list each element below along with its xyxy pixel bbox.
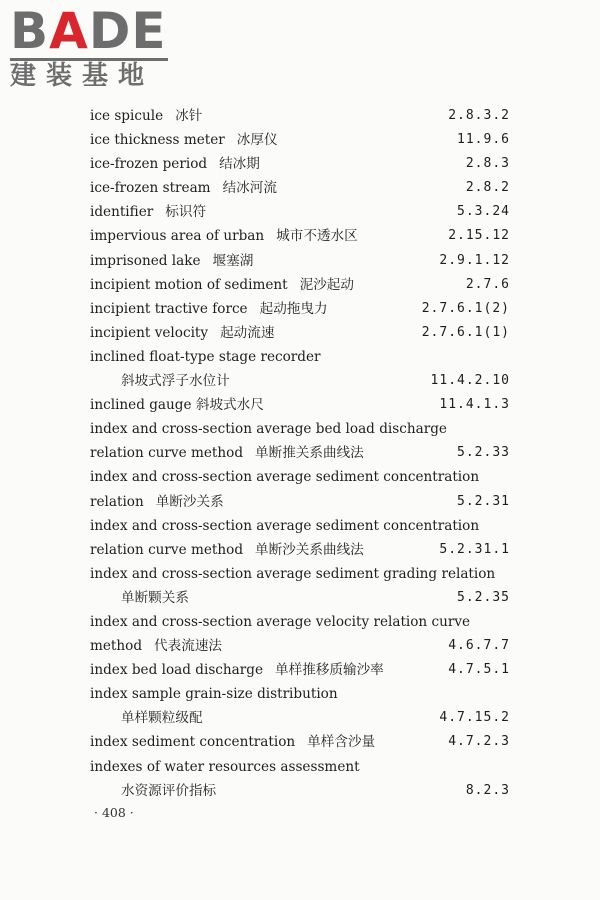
section-reference: 2.7.6.1(1) — [421, 324, 510, 340]
term-pair — [90, 441, 364, 465]
term-pair — [90, 128, 278, 152]
glossary-line — [0, 417, 600, 441]
term-pair — [90, 490, 224, 514]
glossary-line — [0, 128, 600, 152]
term-chinese: 结冰期 — [219, 156, 260, 173]
term-chinese: 标识符 — [165, 204, 207, 221]
page-number: · 408 · — [94, 805, 134, 820]
section-reference: 5.2.31 — [457, 493, 510, 509]
term-chinese: 单断沙关系 — [155, 493, 224, 510]
term-chinese: 城市不透水区 — [276, 228, 358, 245]
term-pair — [90, 224, 358, 248]
term-pair — [90, 152, 260, 176]
term-english: ice-frozen stream — [90, 180, 211, 197]
term-english: relation — [90, 493, 144, 510]
glossary-line — [0, 273, 600, 297]
term-english: index and cross-section average sediment grading relation — [90, 565, 496, 582]
glossary-line — [0, 297, 600, 321]
glossary-line — [0, 586, 600, 610]
term-english: imprisoned lake — [90, 252, 201, 269]
term-pair — [90, 104, 202, 128]
term-english: inclined gauge 斜坡式水尺 — [90, 397, 264, 414]
glossary-line — [0, 706, 600, 730]
term-english: relation curve method — [90, 541, 244, 558]
section-reference: 11.4.2.10 — [430, 373, 510, 389]
term-english: incipient motion of sediment — [90, 276, 288, 293]
section-reference: 2.7.6.1(2) — [421, 300, 510, 316]
section-reference: 5.3.24 — [457, 204, 510, 220]
glossary-line — [0, 465, 600, 489]
term-pair — [90, 321, 274, 345]
term-pair — [90, 249, 253, 273]
term-english: ice spicule — [90, 108, 164, 124]
section-reference: 5.2.35 — [457, 589, 510, 605]
glossary-line — [0, 682, 600, 706]
glossary-line — [0, 514, 600, 538]
term-chinese: 起动拖曳力 — [259, 300, 328, 317]
section-reference: 4.7.2.3 — [448, 734, 510, 750]
section-reference: 11.4.1.3 — [439, 397, 510, 413]
term-chinese: 斜坡式浮子水位计 — [121, 373, 230, 390]
term-chinese: 冰针 — [175, 108, 203, 124]
glossary-line — [0, 658, 600, 682]
term-english: relation curve method — [90, 445, 244, 462]
section-reference: 2.15.12 — [448, 228, 510, 244]
section-reference: 2.8.3 — [465, 156, 510, 172]
term-chinese: 代表流速法 — [154, 638, 223, 655]
term-english: index and cross-section average bed load discharge — [90, 421, 447, 438]
term-chinese: 泥沙起动 — [299, 276, 354, 293]
term-english: incipient tractive force — [90, 300, 248, 317]
term-pair — [90, 658, 384, 682]
term-english: inclined float-type stage recorder — [90, 348, 321, 365]
term-chinese: 冰厚仪 — [236, 132, 278, 149]
section-reference: 2.7.6 — [465, 276, 510, 292]
term-chinese: 单断颗关系 — [121, 589, 189, 606]
glossary-line — [0, 393, 600, 417]
term-english: index sediment concentration — [90, 734, 296, 751]
term-english: index bed load discharge — [90, 662, 264, 679]
glossary-line — [0, 610, 600, 634]
term-english: impervious area of urban — [90, 228, 265, 245]
glossary-line — [0, 176, 600, 200]
section-reference: 2.8.2 — [465, 180, 510, 196]
term-english: incipient velocity — [90, 324, 209, 341]
term-english: indexes of water resources assessment — [90, 758, 360, 775]
term-pair — [90, 200, 206, 224]
glossary-line — [0, 779, 600, 803]
glossary-line — [0, 755, 600, 779]
logo-subtitle: 建装基地 — [10, 61, 155, 91]
glossary-line — [0, 538, 600, 562]
section-reference: 5.2.31.1 — [439, 541, 510, 557]
term-chinese: 单断沙关系曲线法 — [255, 541, 364, 558]
term-english: index and cross-section average sediment concentration — [90, 517, 480, 534]
logo-accent-letter: A — [49, 2, 89, 60]
section-reference: 4.6.7.7 — [448, 638, 510, 654]
section-reference: 11.9.6 — [457, 132, 510, 148]
section-reference: 5.2.33 — [457, 445, 510, 461]
term-chinese: 水资源评价指标 — [121, 782, 217, 799]
section-reference: 2.9.1.12 — [439, 252, 510, 268]
term-chinese: 单断推关系曲线法 — [255, 445, 364, 462]
glossary-line — [0, 562, 600, 586]
glossary-line — [0, 321, 600, 345]
section-reference: 4.7.5.1 — [448, 662, 510, 678]
glossary-line — [0, 200, 600, 224]
glossary-line — [0, 345, 600, 369]
section-reference: 4.7.15.2 — [439, 710, 510, 726]
glossary-line — [0, 104, 600, 128]
term-chinese: 起动流速 — [220, 324, 275, 341]
glossary-line — [0, 634, 600, 658]
term-english: ice-frozen period — [90, 156, 208, 173]
term-chinese: 结冰河流 — [222, 180, 277, 197]
term-pair — [90, 176, 277, 200]
term-chinese: 单样推移质输沙率 — [275, 662, 384, 679]
term-english: method — [90, 638, 143, 655]
glossary-line — [0, 224, 600, 248]
bade-logo — [10, 2, 175, 91]
term-pair — [90, 634, 222, 658]
glossary-line — [0, 490, 600, 514]
glossary-entry-list — [0, 104, 600, 803]
term-english: index and cross-section average sediment concentration — [90, 469, 480, 486]
term-english: identifier — [90, 204, 154, 221]
term-english: index and cross-section average velocity relation curve — [90, 613, 471, 630]
term-pair — [90, 273, 354, 297]
term-chinese: 单样含沙量 — [307, 734, 376, 751]
term-pair — [90, 297, 328, 321]
glossary-line — [0, 369, 600, 393]
term-english: ice thickness meter — [90, 132, 225, 149]
glossary-line — [0, 249, 600, 273]
section-reference: 2.8.3.2 — [448, 108, 510, 123]
glossary-line — [0, 730, 600, 754]
logo-wordmark: BADE — [10, 2, 167, 60]
glossary-line — [0, 441, 600, 465]
term-english: index sample grain-size distribution — [90, 686, 338, 703]
term-chinese: 单样颗粒级配 — [121, 710, 203, 727]
term-pair — [90, 730, 375, 754]
glossary-line — [0, 152, 600, 176]
term-chinese: 堰塞湖 — [212, 252, 254, 269]
section-reference: 8.2.3 — [465, 782, 510, 798]
term-pair — [90, 538, 364, 562]
